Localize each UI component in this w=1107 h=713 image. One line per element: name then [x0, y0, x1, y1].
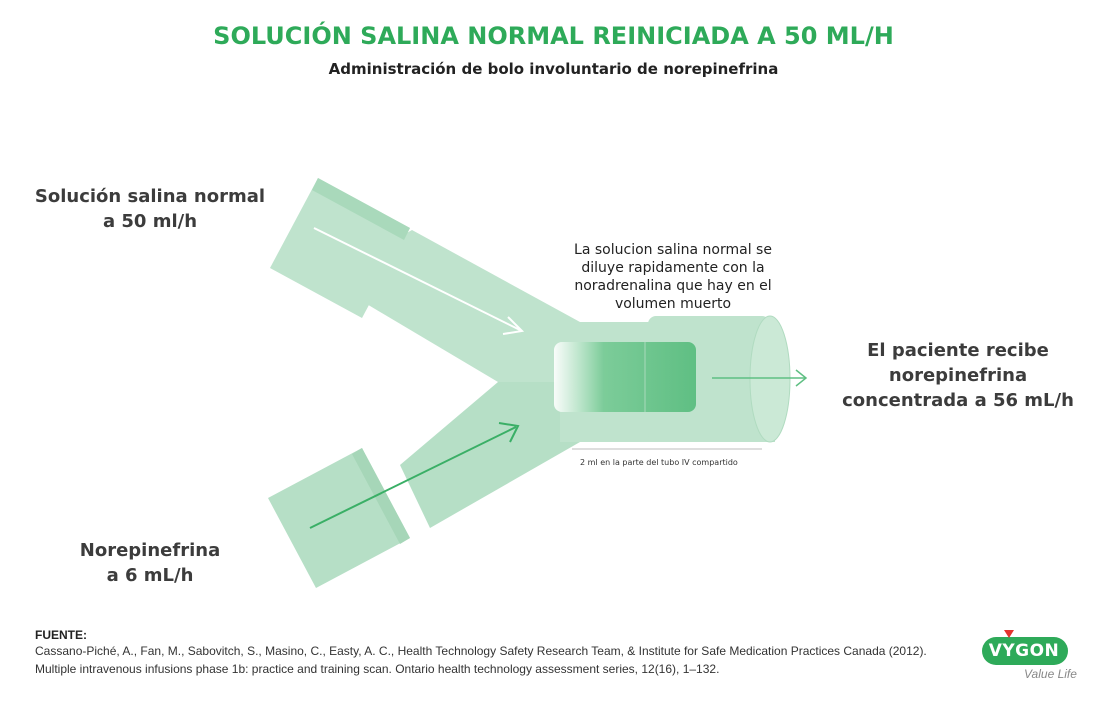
logo-brand: VYGON: [988, 641, 1060, 661]
logo-tagline: Value Life: [1024, 667, 1077, 681]
outlet-opening: [750, 316, 790, 442]
page-subtitle: Administración de bolo involuntario de norepinefrina: [328, 60, 779, 78]
page-title: SOLUCIÓN SALINA NORMAL REINICIADA A 50 ML/H: [213, 22, 894, 50]
source-citation: Cassano-Piché, A., Fan, M., Sabovitch, S., Masino, C., Easty, A. C., Health Technology Safety Research Team, & Institute for Safe Medication Practices Canada (2012). Multiple intravenous infusions phase 1b: practice and training scan. Ontario health technology assessment series, 12(16), 1–132.: [35, 644, 927, 676]
saline-label: Solución salina normal a 50 ml/h: [34, 186, 266, 232]
lower-branch-tube: [400, 382, 580, 528]
dead-volume-scale-label: 2 ml en la parte del tubo IV compartido: [580, 458, 738, 467]
source-heading: FUENTE:: [35, 628, 87, 642]
patient-label: El paciente recibe norepinefrina concentrada a 56 mL/h: [842, 340, 1074, 411]
norepinephrine-connector: [268, 448, 410, 588]
norepinephrine-label: Norepinefrina a 6 mL/h: [79, 540, 221, 586]
concentrated-bolus: [554, 342, 696, 412]
dilution-note: La solucion salina normal se diluye rapidamente con la noradrenalina que hay en el volumen muerto: [574, 242, 772, 312]
